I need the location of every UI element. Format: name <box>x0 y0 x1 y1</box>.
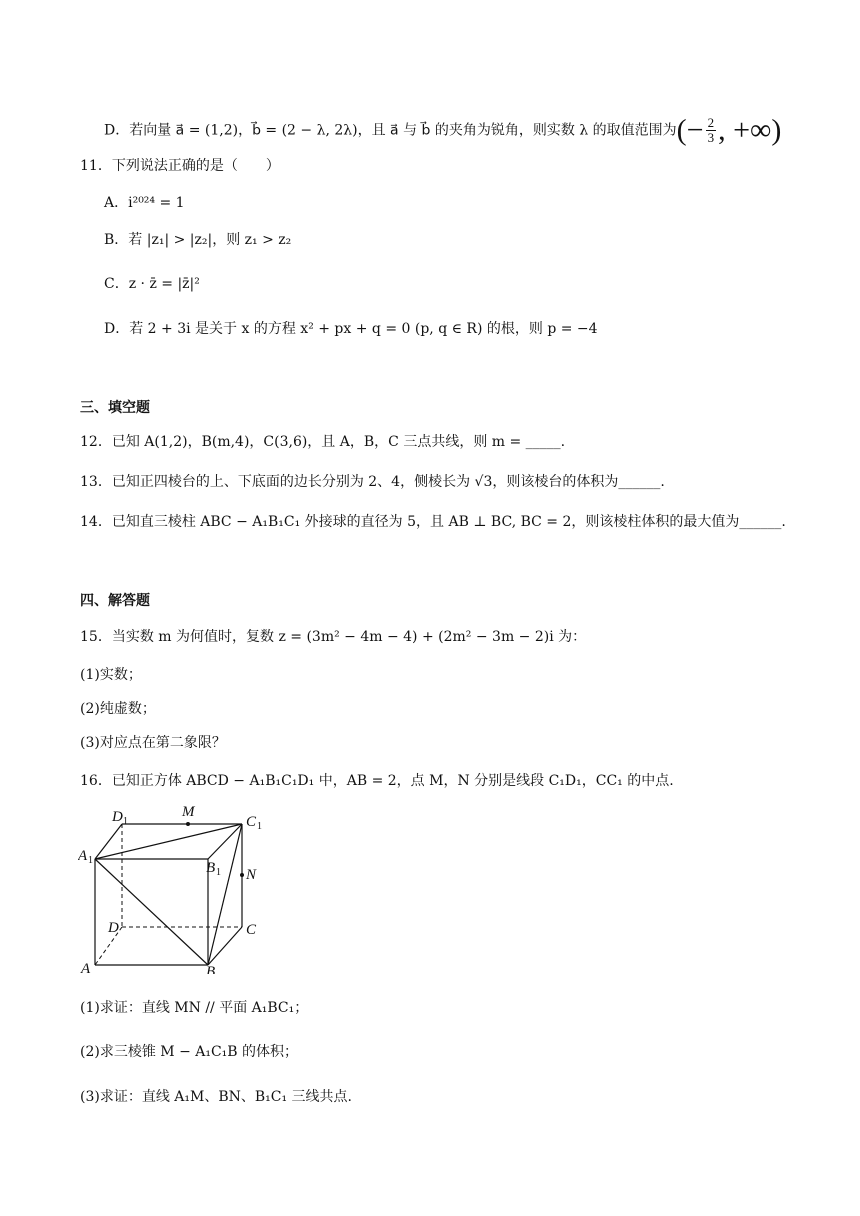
label-d: D <box>108 920 119 936</box>
question-14: 14．已知直三棱柱 ABC − A₁B₁C₁ 外接球的直径为 5，且 AB ⊥ BC, BC = 2，则该棱柱体积的最大值为______. <box>80 514 786 530</box>
question-16-part-2: (2)求三棱锥 M − A₁C₁B 的体积； <box>80 1044 299 1060</box>
option-10d <box>104 113 782 147</box>
label-b: B <box>206 964 216 974</box>
label-d1: D <box>112 809 123 825</box>
section-fill-in: 三、填空题 <box>80 400 150 416</box>
label-n: N <box>246 867 257 883</box>
label-b1: B <box>206 860 216 876</box>
interval-right: , +∞) <box>718 113 782 147</box>
question-11: 11．下列说法正确的是（ ） <box>80 158 280 174</box>
option-11a: A．i²⁰²⁴ = 1 <box>104 195 185 211</box>
label-b1-sub: 1 <box>216 867 221 878</box>
fraction <box>706 116 717 145</box>
label-a1: A <box>78 848 88 864</box>
option-10d-text: D．若向量 a⃗ = (1,2)，b⃗ = (2 − λ, 2λ)，且 a⃗ 与 b⃗ 的夹角为锐角，则实数 λ 的取值范围为 <box>104 122 677 139</box>
label-c1-sub: 1 <box>257 821 262 832</box>
question-12: 12．已知 A(1,2)，B(m,4)，C(3,6)，且 A，B，C 三点共线，则 m = _____. <box>80 434 566 450</box>
option-11d: D．若 2 + 3i 是关于 x 的方程 x² + px + q = 0 (p, q ∈ R) 的根，则 p = −4 <box>104 321 598 337</box>
question-16-part-1: (1)求证：直线 MN // 平面 A₁BC₁； <box>80 1000 309 1016</box>
label-c: C <box>246 922 257 938</box>
option-11c: C．z · z̄ = |z̄|² <box>104 276 200 292</box>
label-c1: C <box>246 814 257 830</box>
fraction-denominator: 3 <box>707 130 715 145</box>
cube-diagram <box>78 804 278 974</box>
question-16: 16．已知正方体 ABCD − A₁B₁C₁D₁ 中，AB = 2，点 M，N 分别是线段 C₁D₁，CC₁ 的中点. <box>80 773 674 789</box>
section-solutions: 四、解答题 <box>80 593 150 609</box>
edge-b1c1 <box>208 824 242 859</box>
label-d1-sub: 1 <box>123 816 128 827</box>
question-13: 13．已知正四棱台的上、下底面的边长分别为 2、4，侧棱长为 √3，则该棱台的体积为______. <box>80 474 665 490</box>
question-16-part-3: (3)求证：直线 A₁M、BN、B₁C₁ 三线共点. <box>80 1089 353 1105</box>
label-m: M <box>182 804 195 820</box>
question-15: 15．当实数 m 为何值时，复数 z = (3m² − 4m − 4) + (2m² − 3m − 2)i 为： <box>80 629 587 645</box>
question-15-part-1: (1)实数； <box>80 667 142 683</box>
fraction-numerator: 2 <box>707 115 715 130</box>
question-15-part-2: (2)纯虚数； <box>80 701 156 717</box>
segment-a1b <box>95 859 208 965</box>
question-15-part-3: (3)对应点在第二象限？ <box>80 735 226 751</box>
option-11b: B．若 |z₁| > |z₂|，则 z₁ > z₂ <box>104 232 292 248</box>
segment-a1c1 <box>95 824 242 859</box>
interval-left: (− <box>676 113 704 147</box>
label-a1-sub: 1 <box>88 855 93 866</box>
segment-bc1 <box>208 824 242 965</box>
point-n <box>240 873 244 877</box>
point-m <box>186 822 190 826</box>
label-a: A <box>81 961 91 974</box>
cube-figure <box>78 804 278 974</box>
